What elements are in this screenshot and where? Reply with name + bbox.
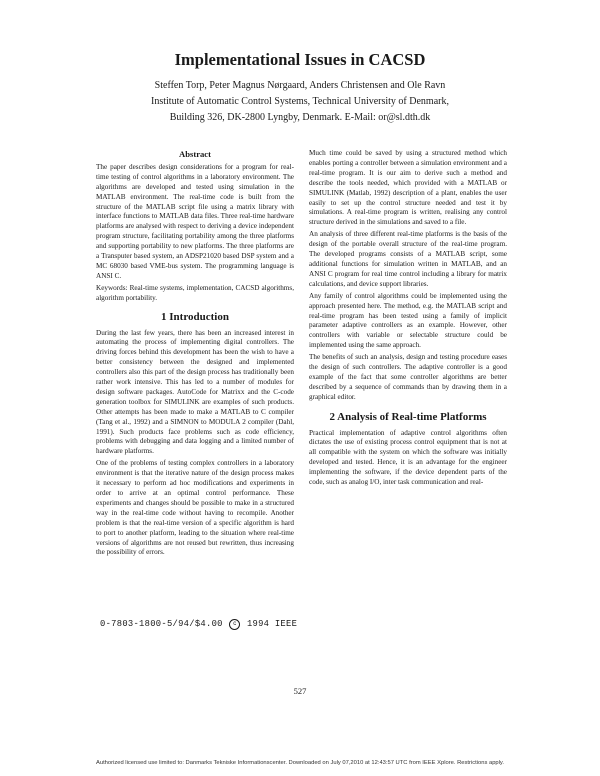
- copyright-code: 0-7803-1800-5/94/$4.00: [100, 619, 223, 629]
- paragraph: Much time could be saved by using a structured method which enables porting a controller between a simulation environment and a real-time program. It is our aim to derive such a method and describe the tools needed, which provided with a MATLAB or SIMULINK (Matlab, 1992) description of a plant, enables the user easily to set up the control structure needed and test it by simulations. A real-time program is written, realising any control structure derived in the simulations and saved to a file.: [309, 149, 507, 227]
- left-column: [96, 150, 294, 560]
- author-block: [0, 78, 600, 126]
- keywords-text: Real-time systems, implementation, CACSD algorithms, algorithm portability.: [96, 283, 294, 302]
- abstract-heading: Abstract: [179, 149, 211, 159]
- paragraph: Practical implementation of adaptive control algorithms often dictates the use of existing process control equipment that is not at all compatible with the system on which the software was initially developed and tested. Hence, it is an advantage for the engineer implementing the software, if the device dependent parts of the code, such as analog I/O, inter task communication and real-: [309, 428, 507, 487]
- paper-title: Implementational Issues in CACSD: [174, 50, 426, 69]
- author-affiliation: Institute of Automatic Control Systems, Technical University of Denmark,: [151, 96, 449, 107]
- author-names: Steffen Torp, Peter Magnus Nørgaard, Anders Christensen and Ole Ravn: [154, 80, 446, 91]
- paragraph: An analysis of three different real-time platforms is the basis of the design of the portable overall structure of the real-time program. The developed programs consists of a MATLAB script, some additional functions for simulation written in MATLAB, and an ANSI C program for real time control including a library for matrix calculations, and device support libraries.: [309, 230, 507, 288]
- copyright-year: 1994 IEEE: [246, 619, 298, 629]
- page-number: 527: [293, 686, 307, 696]
- paragraph: The benefits of such an analysis, design and testing procedure eases the design of such controllers. The adaptive controller is a good example of the fact that some controller algorithms are better described by a sequence of commands than by drawing them in a graphical editor.: [309, 353, 507, 401]
- author-address: Building 326, DK-2800 Lyngby, Denmark. E-Mail: or@sl.dth.dk: [169, 112, 431, 123]
- right-column: [309, 149, 507, 490]
- section-heading-introduction: 1 Introduction: [161, 310, 229, 323]
- section-heading-analysis: 2 Analysis of Real-time Platforms: [329, 410, 487, 423]
- keywords-line: [96, 284, 294, 304]
- paragraph: Any family of control algorithms could be implemented using the approach presented here. The method, e.g. the MATLAB script and real-time program has been tested using a family of implicit parameter adaptive controllers as an example. However, other controllers with variable or selectable structure could be implemented using the same approach.: [309, 291, 507, 350]
- license-footer: Authorized licensed use limited to: Danmarks Tekniske Informationscenter. Downloaded on July 07,2010 at 12:43:57 UTC from IEEE Xplore. Restrictions apply.: [95, 760, 505, 766]
- copyright-icon: c: [229, 619, 240, 630]
- keywords-label: Keywords:: [96, 283, 128, 292]
- copyright-notice: [100, 619, 320, 630]
- paragraph: During the last few years, there has been an increased interest in automating the process of implementing digital controllers. The driving forces behind this development has been the wish to have a better consistency between the designed and implemented controllers also this part of the design process has traditionally been rather work intensive. This has led to a number of modules for design software packages. AutoCode for Matrixx and the C-code generation toolbox for SIMULINK are examples of such products. Other attempts has been made to make a MATLAB to C compiler (Tang et al., 1992) and a SIMNON to MODULA 2 compiler (Dahl, 1991). Such products face problems such as code efficiency, problems with debugging and data logging and a limited number of hardware platforms.: [96, 328, 294, 456]
- paragraph: One of the problems of testing complex controllers in a laboratory environment is that the iterative nature of the design process makes it necessary to perform ad hoc modifications and experiments in order to arrive at an optimal control performance. These experiments and changes should be possible to make in a structured way in the real-time code without having to recompile. Another problem is that the real-time version of a specific algorithm is hard to port to another platform, leading to the situation where real-time versions of algorithms are not reused but rewritten, thus increasing the possibility of errors.: [96, 459, 294, 557]
- abstract-text: The paper describes design considerations for a program for real-time testing of control algorithms in a laboratory environment. The algorithms are developed and tested using simulation in the MATLAB environment. The real-time code is built from the structure of the MATLAB script file using a matrix library with interface functions to MATLAB data files. Three real-time hardware platforms are analysed with respect to deriving a device independent program structure, facilitating portability among the three platforms and supporting portability to new platforms. The three platforms are a Transputer based system, an ADSP21020 based DSP system and a MC 68030 based VME-bus system. The programming language is ANSI C.: [96, 162, 294, 280]
